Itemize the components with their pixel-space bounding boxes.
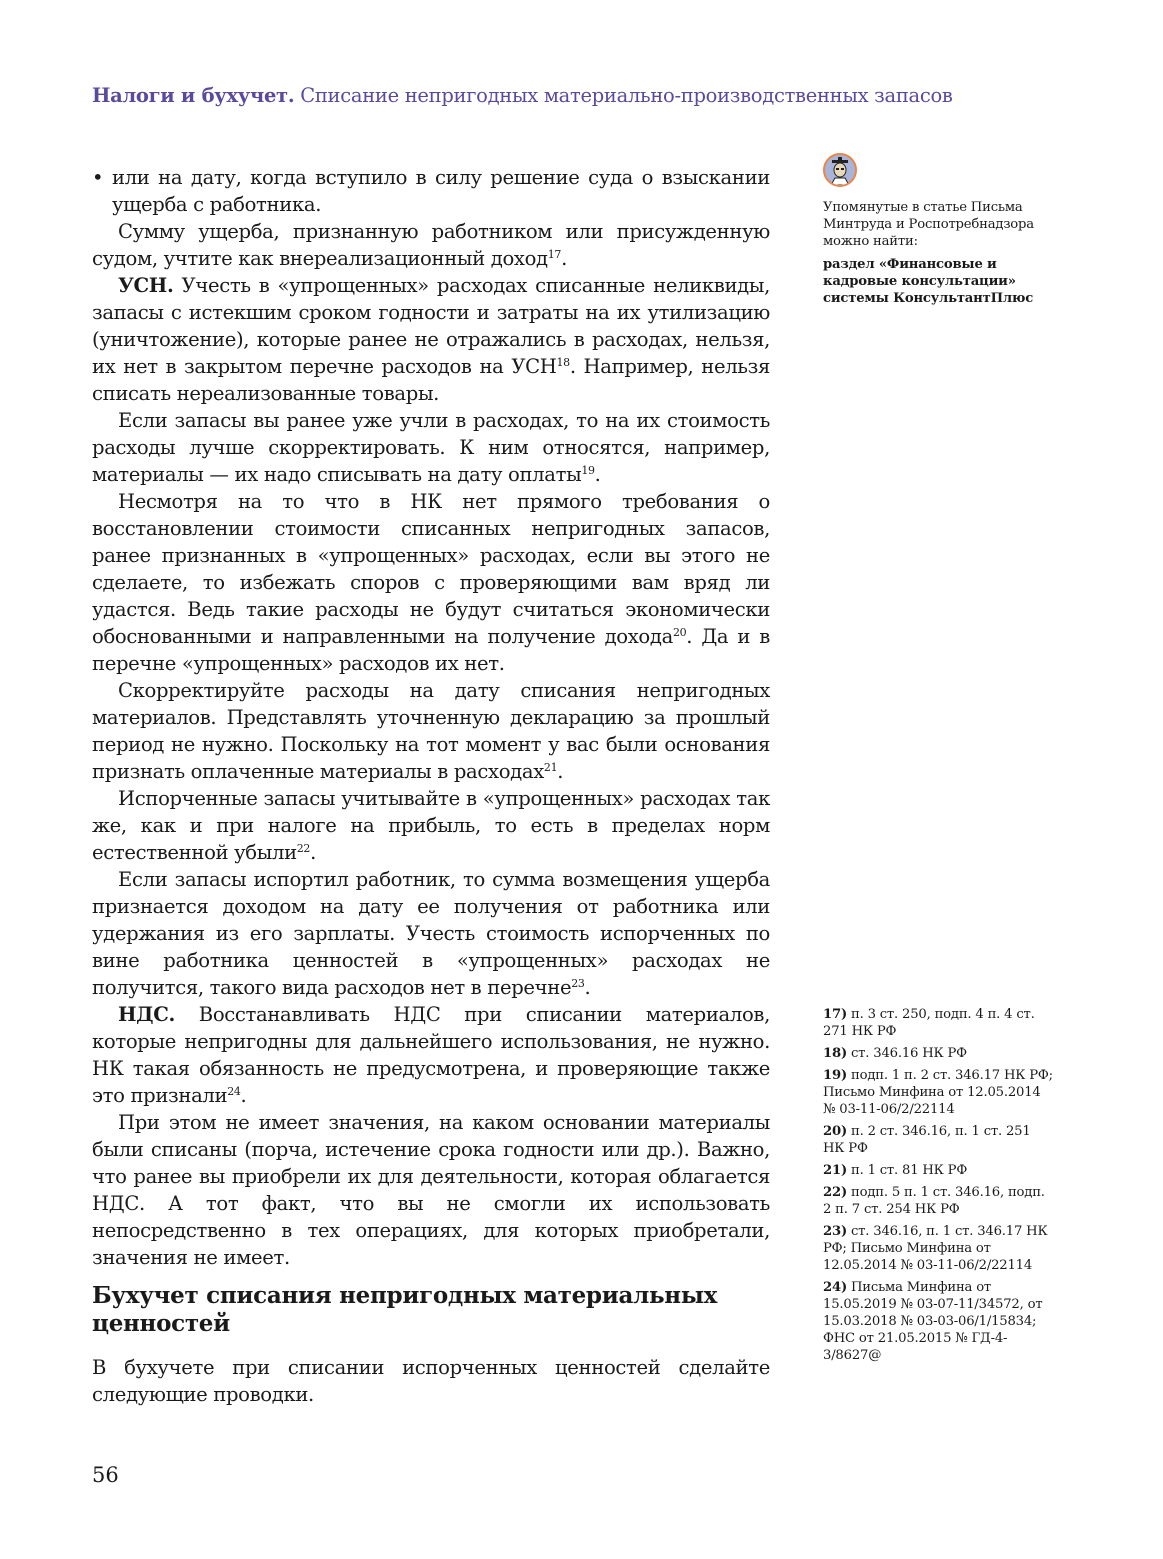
footnote	[823, 1279, 1053, 1364]
text: Если запасы испортил работник, то сумма возмещения ущерба признается доходом на дату ее получения от работника или удержания из его зарплаты. Учесть стоимость испорченных по вине работника ценностей в «упрощенных» расходах не получится, такого вида расходов нет в перечне	[92, 868, 770, 999]
paragraph	[92, 407, 770, 488]
footnote-number: 17)	[823, 1007, 847, 1022]
footnote-ref: 19	[581, 464, 595, 477]
footnote-number: 19)	[823, 1068, 847, 1083]
text: или на дату, когда вступило в силу решение суда о взыскании ущерба с работника.	[112, 166, 770, 216]
footnote-text: п. 1 ст. 81 НК РФ	[847, 1163, 968, 1178]
footnote-number: 21)	[823, 1163, 847, 1178]
footnote-ref: 17	[547, 248, 562, 261]
paragraph	[92, 785, 770, 866]
text: .	[594, 463, 601, 486]
footnotes	[823, 1006, 1053, 1369]
page-number: 56	[92, 1463, 119, 1487]
text: Если запасы вы ранее уже учли в расходах, то на их стоимость расходы лучше скорректировать. К ним относятся, например, материалы — их надо списывать на дату оплаты	[92, 409, 770, 486]
text: Испорченные запасы учитывайте в «упрощенных» расходах так же, как и при налоге на прибыль, то есть в пределах норм естественной убыли	[92, 787, 770, 864]
footnote-ref: 24	[227, 1085, 241, 1098]
lead-in: УСН.	[118, 274, 174, 297]
footnote	[823, 1045, 1053, 1062]
header-section: Налоги и бухучет.	[92, 84, 295, 107]
paragraph	[92, 272, 770, 407]
footnote	[823, 1184, 1053, 1218]
text: Несмотря на то что в НК нет прямого требования о восстановлении стоимости списанных непригодных запасов, ранее признанных в «упрощенных» расходах, если вы этого не сделаете, то избежать споров с проверяющими вам вряд ли удастся. Ведь такие расходы не будут считаться экономически обоснованными и направленными на получение дохода	[92, 490, 770, 648]
footnote-text: ст. 346.16, п. 1 ст. 346.17 НК РФ; Письмо Минфина от 12.05.2014 № 03-11-06/2/22114	[823, 1224, 1048, 1273]
paragraph	[92, 1001, 770, 1109]
footnote	[823, 1006, 1053, 1040]
paragraph: В бухучете при списании испорченных ценностей сделайте следующие проводки.	[92, 1356, 770, 1406]
text: При этом не имеет значения, на каком основании материалы были списаны (порча, истечение срока годности или др.). Важно, что ранее вы приобрели их для деятельности, которая облагается НДС. А тот факт, что вы не смогли их использовать непосредственно в тех операциях, для которых приобретали, значения не имеет.	[92, 1111, 770, 1269]
text: .	[584, 976, 591, 999]
footnote-number: 24)	[823, 1280, 847, 1295]
footnote-text: подп. 5 п. 1 ст. 346.16, подп. 2 п. 7 ст. 254 НК РФ	[823, 1185, 1045, 1217]
paragraph	[92, 218, 770, 272]
footnote-ref: 22	[296, 842, 311, 855]
footnote	[823, 1162, 1053, 1179]
text: Восстанавливать НДС при списании материалов, которые непригодны для дальнейшего использования, не нужно. НК такая обязанность не предусмотрена, и проверяющие также это признали	[92, 1003, 770, 1107]
footnote-ref: 20	[672, 626, 687, 639]
footnote-number: 20)	[823, 1124, 847, 1139]
footnote	[823, 1123, 1053, 1157]
text: Учесть в «упрощенных» расходах списанные неликвиды, запасы с истекшим сроком годности и затраты на их утилизацию (уничтожение), которые ранее не отражались в расходах, нельзя, их нет в закрытом перечне расходов на УСН	[92, 274, 770, 378]
lead-in: НДС.	[118, 1003, 175, 1026]
footnote-text: п. 3 ст. 250, подп. 4 п. 4 ст. 271 НК РФ	[823, 1007, 1035, 1039]
footnote-number: 22)	[823, 1185, 847, 1200]
text: .	[557, 760, 564, 783]
footnote-number: 18)	[823, 1046, 847, 1061]
running-header	[92, 84, 953, 107]
footnote-text: подп. 1 п. 2 ст. 346.17 НК РФ; Письмо Минфина от 12.05.2014 № 03-11-06/2/22114	[823, 1068, 1053, 1117]
footnote-ref: 21	[543, 761, 558, 774]
footnote-text: ст. 346.16 НК РФ	[847, 1046, 967, 1061]
paragraph	[92, 488, 770, 677]
text: .	[310, 841, 316, 864]
sidebar-note-bold: раздел «Финансовые и кадровые консультации» системы КонсультантПлюс	[823, 257, 1034, 306]
paragraph	[92, 1109, 770, 1271]
footnote-number: 23)	[823, 1224, 847, 1239]
text: .	[561, 247, 567, 270]
text: . Да и в перечне «упрощенных» расходов их нет.	[92, 625, 770, 675]
text: Скорректируйте расходы на дату списания непригодных материалов. Представлять уточненную декларацию за прошлый период не нужно. Поскольку на тот момент у вас были основания признать оплаченные материалы в расходах	[92, 679, 770, 783]
professor-avatar-icon	[823, 153, 857, 187]
footnote-text: п. 2 ст. 346.16, п. 1 ст. 251 НК РФ	[823, 1124, 1031, 1156]
text: . Например, нельзя списать нереализованные товары.	[92, 355, 770, 405]
footnote-ref: 23	[571, 977, 585, 990]
paragraph	[92, 866, 770, 1001]
sidebar-note-text: Упомянутые в статье Письма Минтруда и Роспотребнадзора можно найти:	[823, 200, 1034, 249]
sidebar-note	[823, 199, 1053, 307]
footnote-ref: 18	[556, 356, 570, 369]
footnote	[823, 1067, 1053, 1118]
bullet-item	[92, 164, 770, 218]
footnote-text: Письма Минфина от 15.05.2019 № 03-07-11/34572, от 15.03.2018 № 03-03-06/1/15834; ФНС от 21.05.2015 № ГД-4-3/8627@	[823, 1280, 1043, 1363]
footnote	[823, 1223, 1053, 1274]
paragraph	[92, 677, 770, 785]
header-title: Списание непригодных материально-производственных запасов	[300, 84, 953, 107]
text: Сумму ущерба, признанную работником или присужденную судом, учтите как внереализационный доход	[92, 220, 770, 270]
section-heading: Бухучет списания непригодных материальных ценностей	[92, 1282, 717, 1337]
article-body	[92, 164, 770, 1271]
text: .	[240, 1084, 247, 1107]
